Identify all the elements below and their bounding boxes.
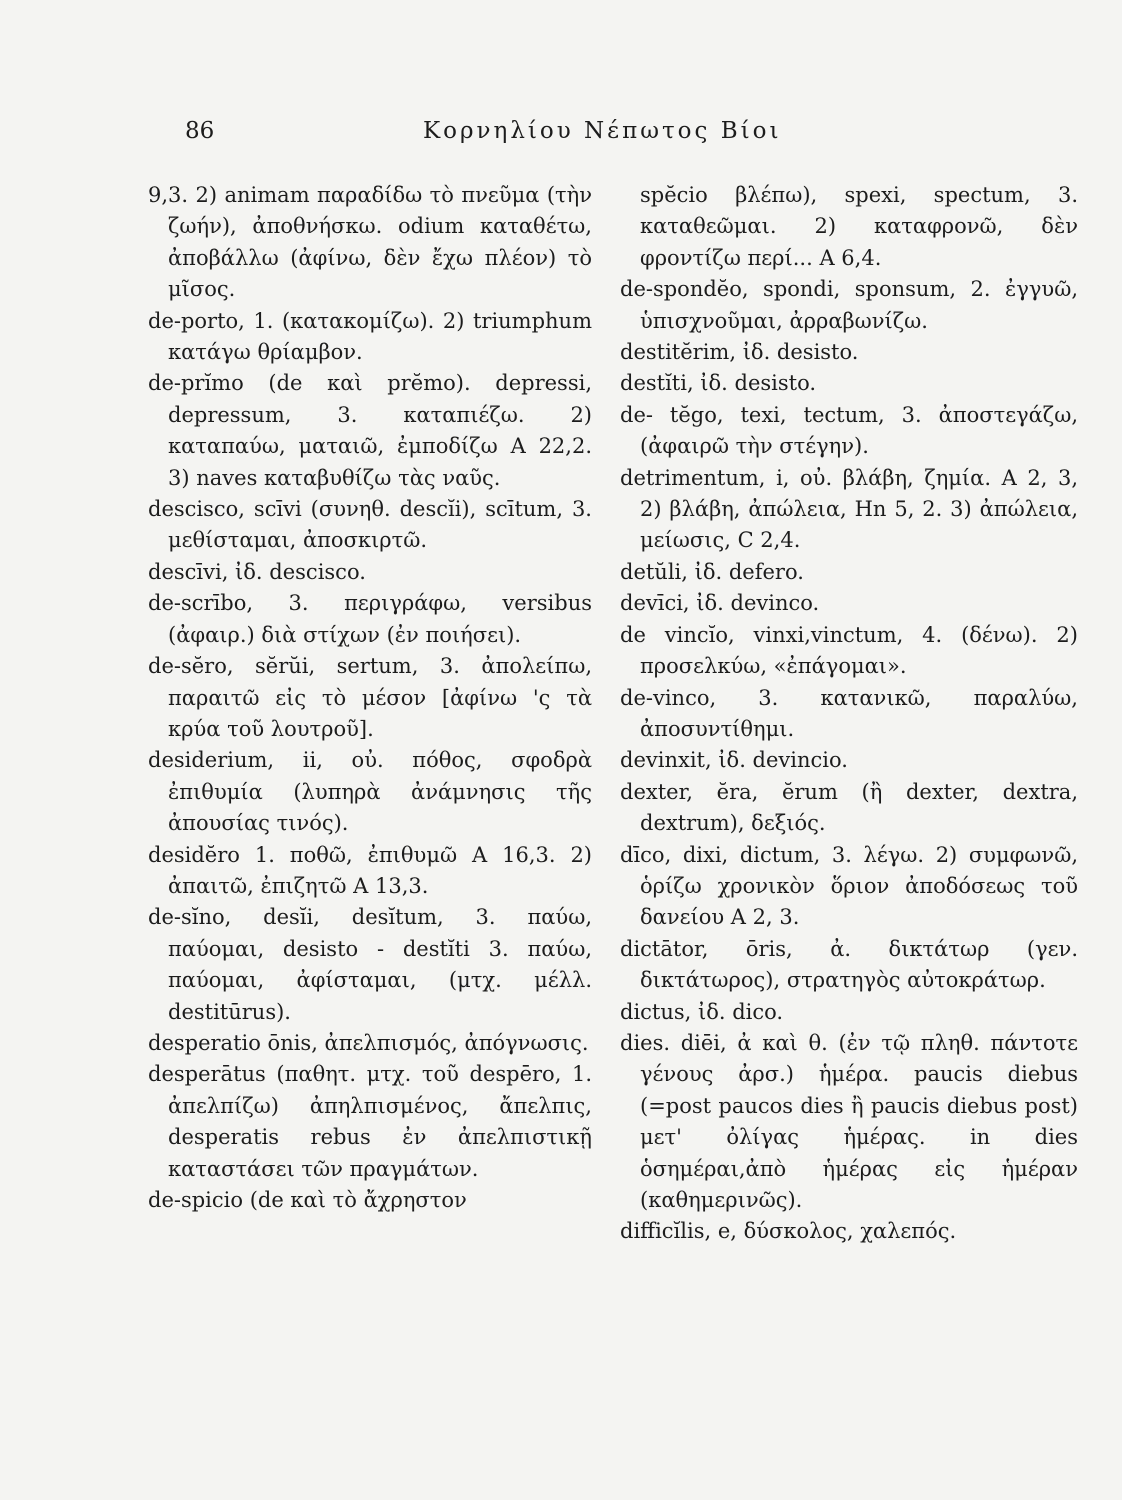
dictionary-entry: de-sĕro, sĕrŭi, sertum, 3. ἀπολείπω, παραιτῶ εἰς τὸ μέσον [ἀφίνω 'ς τὰ κρύα τοῦ λουτροῦ]. [148,654,592,741]
dictionary-entry: detrimentum, i, οὐ. βλάβη, ζημία. Α 2, 3, 2) βλάβη, ἀπώλεια, Hn 5, 2. 3) ἀπώλεια, μείωσις, C 2,4. [620,465,1078,553]
dictionary-entry: 9,3. 2) animam παραδίδω τὸ πνεῦμα (τὴν ζωήν), ἀποθνήσκω. odium καταθέτω, ἀποβάλλω (ἀφίνω, δὲν ἔχω πλέον) τὸ μῖσος. [148,183,592,302]
dictionary-entry: dictus, ἰδ. dico. [620,999,784,1024]
dictionary-entry: dies. diēi, ἀ καὶ θ. (ἐν τῷ πληθ. πάντοτε γένους ἀρσ.) ἡμέρα. paucis diebus (=post paucos dies ἢ paucis diebus post) μετ' ὀλίγας ἡμέρας. in dies ὁσημέραι,ἀπὸ ἡμέρας εἰς ἡμέραν (καθημερινῶς). [620,1030,1078,1212]
dictionary-entry: desidĕro 1. ποθῶ, ἐπιθυμῶ Α 16,3. 2) ἀπαιτῶ, ἐπιζητῶ Α 13,3. [148,842,592,898]
left-column [148,180,592,1216]
dictionary-entry: destitĕrim, ἰδ. desisto. [620,340,859,365]
dictionary-entry: descisco, scīvi (συνηθ. descĭi), scītum, 3. μεθίσταμαι, ἀποσκιρτῶ. [148,497,592,553]
dictionary-entry: spĕcio βλέπω), spexi, spectum, 3. καταθεῶμαι. 2) καταφρονῶ, δὲν φροντίζω περί... Α 6,4. [640,183,1078,270]
dictionary-entry: devīci, ἰδ. devinco. [620,591,820,616]
page-number: 86 [185,118,215,144]
dictionary-entry: de-scrībo, 3. περιγράφω, versibus (ἀφαιρ.) διὰ στίχων (ἐν ποιήσει). [148,591,592,647]
dictionary-entry: de-spicio (de καὶ τὸ ἄχρηστον [148,1188,467,1212]
dictionary-entry: devinxit, ἰδ. devincio. [620,748,848,773]
dictionary-entry: desiderium, ii, οὐ. πόθος, σφοδρὰ ἐπιθυμία (λυπηρὰ ἀνάμνησις τῆς ἀπουσίας τινός). [148,748,592,836]
running-title: Κορνηλίου Νέπωτος Βίοι [423,118,782,144]
dictionary-entry: de-porto, 1. (κατακομίζω). 2) triumphum κατάγω θρίαμβον. [148,308,592,365]
dictionary-entry: dictātor, ōris, ἀ. δικτάτωρ (γεν. δικτάτωρος), στρατηγὸς αὐτοκράτωρ. [620,936,1078,993]
dictionary-entry: de-spondĕo, spondi, sponsum, 2. ἐγγυῶ, ὑπισχνοῦμαι, ἀρραβωνίζω. [620,277,1078,333]
dictionary-entry: de-vinco, 3. κατανικῶ, παραλύω, ἀποσυντίθημι. [620,685,1078,741]
dictionary-entry: destĭti, ἰδ. desisto. [620,371,817,396]
dictionary-entry: dexter, ĕra, ĕrum (ἢ dexter, dextra, dextrum), δεξιός. [620,779,1078,836]
dictionary-entry: detŭli, ἰδ. defero. [620,559,804,584]
dictionary-entry: desperātus (παθητ. μτχ. τοῦ despēro, 1. ἀπελπίζω) ἀπηλπισμένος, ἄπελπις, desperatis rebus ἐν ἀπελπιστικῇ καταστάσει τῶν πραγμάτων. [148,1062,592,1181]
dictionary-entry: desperatio ōnis, ἀπελπισμός, ἀπόγνωσις. [148,1030,589,1055]
dictionary-entry: de- tĕgo, texi, tectum, 3. ἀποστεγάζω, (ἀφαιρῶ τὴν στέγην). [620,402,1078,459]
right-column [620,180,1078,1248]
dictionary-entry: descīvi, ἰδ. descisco. [148,559,366,584]
dictionary-entry: dīco, dixi, dictum, 3. λέγω. 2) συμφωνῶ, ὁρίζω χρονικὸν ὅριον ἀποδόσεως τοῦ δανείου Α 2, 3. [620,842,1078,930]
dictionary-entry: de-prĭmo (de καὶ prĕmo). depressi, depressum, 3. καταπιέζω. 2) καταπαύω, ματαιῶ, ἐμποδίζω Α 22,2. 3) naves καταβυθίζω τὰς ναῦς. [148,371,592,490]
dictionary-entry: difficĭlis, e, δύσκολος, χαλεπός. [620,1219,957,1244]
dictionary-entry: de-sĭno, desĭi, desĭtum, 3. παύω, παύομαι, desisto - destĭti 3. παύω, παύομαι, ἀφίσταμαι, (μτχ. μέλλ. destitūrus). [148,905,592,1024]
dictionary-entry: de vincĭo, vinxi,vinctum, 4. (δένω). 2) προσελκύω, «ἐπάγομαι». [620,622,1078,679]
